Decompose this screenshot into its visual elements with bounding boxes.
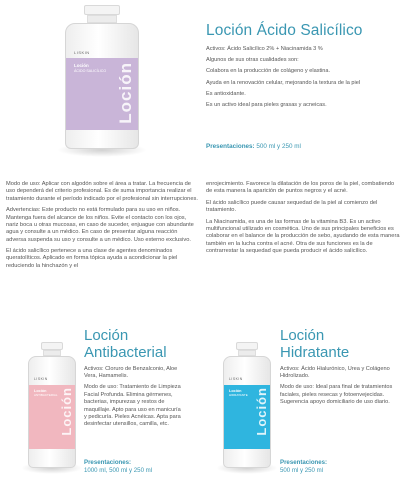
salicilico-bottle xyxy=(63,5,141,153)
niacinamide-paragraph: La Niacinamida, es una de las formas de la vitamina B3. Es un activo multifuncional utilizado en cosmética. Uno de sus principales beneficios es colaborar en el balance de la producción de sebo, ayudando de esta manera también en la lucha contra el acné. Otra de sus funciones es la de contrarrestar la sequedad que pueda producir el ácido salicílico. xyxy=(206,218,400,255)
bottle-product-name: Loción xyxy=(229,389,242,393)
hidratante-actives: Activos: Ácido Hialurónico, Urea y Colágeno Hidrolizado. xyxy=(280,366,390,380)
salicilico-intro: Algunos de sus otras cualidades son: xyxy=(206,57,299,64)
bottle-product-sub: ÁCIDO SALICÍLICO xyxy=(74,69,107,73)
bottle-vertical-text: Loción xyxy=(59,387,74,436)
bottle-product-sub: ANTIBACTERIAL xyxy=(34,393,58,397)
antibacterial-details xyxy=(84,366,182,432)
bottle-vertical-text: Loción xyxy=(254,387,269,436)
left-column xyxy=(6,181,199,274)
usage-paragraph: Modo de uso: Aplicar con algodón sobre el área a tratar. La frecuencia de uso dependerá del criterio profesional. Es de suma importancia realizar el tratamiento durante el período indicado por el profesional sin interrupciones. xyxy=(6,181,198,202)
right-column xyxy=(206,181,401,260)
hidratante-pres-value: 500 ml y 250 ml xyxy=(280,467,324,474)
salicilico-details xyxy=(206,46,398,113)
dryness-paragraph: El ácido salicílico puede causar sequedad de la piel al comienzo del tratamiento. xyxy=(206,199,378,214)
warnings-paragraph: Advertencias: Este producto no está formulado para su uso en niños. Mantenga fuera del alcance de los niños. Evite el contacto con los ojos, nariz boca u otras mucosas, en caso de suceder, enjuague con abundante agua y consulte a un médico. En caso de presentar alguna reacción adversa suspenda su uso y consulte a un médico. Uso externo exclusivo. xyxy=(6,207,194,243)
bottle-brand: LISKIN xyxy=(229,377,243,381)
antibacterial-usage: Modo de uso: Tratamiento de Limpieza Facial Profunda. Elimina gérmenes, bacterias, impurezas y restos de maquillaje. Apto para uso en manicuría y pedicuría. Pieles Acnéicas. Apta para desinfectar utensillos, camilla, etc. xyxy=(84,384,181,428)
bottle-product-sub: HIDRATANTE xyxy=(229,393,248,397)
salicilico-quality-1: Colabora en la producción de colágeno y elastina. xyxy=(206,68,331,75)
bottle-product-name: Loción xyxy=(34,389,47,393)
salicilico-quality-4: Es un activo ideal para pieles grasas y acneicas. xyxy=(206,101,327,108)
salicilico-quality-3: Es antioxidante. xyxy=(206,90,246,97)
antibacterial-presentations xyxy=(84,459,152,475)
antibacterial-pres-value: 1000 ml, 500 ml y 250 ml xyxy=(84,467,153,474)
antibacterial-actives: Activos: Cloruro de Benzalconio, Aloe Vera, Hamamelis. xyxy=(84,366,178,380)
hidratante-bottle xyxy=(222,342,272,472)
hidratante-presentations xyxy=(280,459,327,475)
salicilico-pres-label: Presentaciones: xyxy=(206,143,255,150)
bottle-brand: LISKIN xyxy=(74,50,90,55)
salicilico-quality-2: Ayuda en la renovación celular, mejorando la textura de la piel xyxy=(206,79,361,86)
hidratante-usage: Modo de uso: Ideal para final de tratamientos faciales, pieles resecas y fotoenvejecidas. Sugerencia apoyo domiciliario de uso diario. xyxy=(280,384,393,406)
redness-paragraph: enrojecimiento. Favorece la dilatación de los poros de la piel, combatiendo de esta manera la aparición de puntos negros y el acné. xyxy=(206,181,395,195)
hidratante-pres-label: Presentaciones: xyxy=(280,459,328,466)
antibacterial-pres-label: Presentaciones: xyxy=(84,459,132,466)
antibacterial-title-line2: Antibacterial xyxy=(84,344,167,361)
salicilico-actives: Activos: Ácido Salicílico 2% + Niacinamida 3 % xyxy=(206,46,323,52)
bottle-brand: LISKIN xyxy=(34,377,48,381)
bottle-vertical-text: Loción xyxy=(116,62,135,124)
antibacterial-title-line1: Loción xyxy=(84,327,129,344)
antibacterial-title xyxy=(84,327,167,361)
salicilico-pres-value: 500 ml y 250 ml xyxy=(256,143,301,150)
hidratante-details xyxy=(280,366,396,410)
hidratante-title-line2: Hidratante xyxy=(280,344,350,361)
salicylic-info-paragraph: El ácido salicílico pertenece a una clase de agentes denominados queratolíticos. Aplicado en forma tópica ayuda a acondicionar la piel reduciendo la hinchazón y el xyxy=(6,248,178,269)
salicilico-presentations xyxy=(206,143,301,150)
salicilico-title: Loción Ácido Salicílico xyxy=(206,22,363,39)
bottle-product-name: Loción xyxy=(74,63,89,68)
hidratante-title xyxy=(280,327,349,361)
antibacterial-bottle xyxy=(27,342,77,472)
hidratante-title-line1: Loción xyxy=(280,327,325,344)
